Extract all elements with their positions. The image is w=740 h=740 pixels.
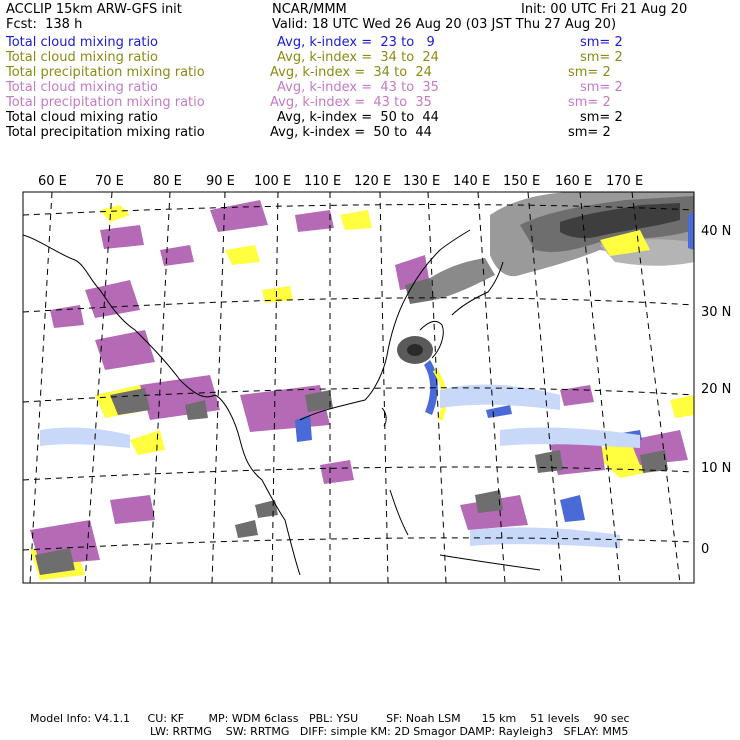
lon-label-80: 80 E	[153, 174, 182, 189]
legend-sm-6: sm= 2	[580, 110, 623, 125]
legend-avg-4: Avg, k-index = 43 to 35	[277, 80, 439, 95]
lat-label-10: 10 N	[701, 461, 732, 476]
organization-label: NCAR/MMM	[272, 2, 347, 17]
legend-field-7: Total precipitation mixing ratio	[6, 125, 205, 140]
latitude-axis	[701, 224, 731, 557]
footer-model-info: Model Info: V4.1.1 CU: KF MP: WDM 6class PBL: YSU SF: Noah LSM 15 km 51 levels 90 sec	[30, 712, 630, 725]
lat-label-0: 0	[701, 542, 710, 557]
map-plot-area	[23, 192, 694, 583]
init-time: Init: 00 UTC Fri 21 Aug 20	[521, 2, 688, 17]
lat-label-20: 20 N	[701, 382, 732, 397]
valid-time: Valid: 18 UTC Wed 26 Aug 20 (03 JST Thu 27 Aug 20)	[272, 17, 617, 32]
lon-label-70: 70 E	[95, 174, 124, 189]
lon-label-90: 90 E	[206, 174, 235, 189]
legend-sm-2: sm= 2	[580, 50, 623, 65]
lon-label-160: 160 E	[555, 174, 593, 189]
footer-physics-info: LW: RRTMG SW: RRTMG DIFF: simple KM: 2D Smagor DAMP: Rayleigh3 SFLAY: MM5	[150, 725, 629, 738]
lon-label-100: 100 E	[254, 174, 292, 189]
lat-label-30: 30 N	[701, 305, 732, 320]
legend-field-5: Total precipitation mixing ratio	[6, 95, 205, 110]
legend-avg-1: Avg, k-index = 23 to 9	[277, 35, 435, 50]
legend-avg-6: Avg, k-index = 50 to 44	[277, 110, 439, 125]
lon-label-140: 140 E	[453, 174, 491, 189]
lon-label-150: 150 E	[503, 174, 541, 189]
legend-sm-5: sm= 2	[568, 95, 611, 110]
lon-label-60: 60 E	[38, 174, 67, 189]
legend-sm-7: sm= 2	[568, 125, 611, 140]
legend-avg-3: Avg, k-index = 34 to 24	[270, 65, 432, 80]
lon-label-130: 130 E	[403, 174, 441, 189]
legend-field-4: Total cloud mixing ratio	[6, 80, 159, 95]
legend-avg-7: Avg, k-index = 50 to 44	[270, 125, 432, 140]
legend-sm-4: sm= 2	[580, 80, 623, 95]
legend-field-2: Total cloud mixing ratio	[6, 50, 159, 65]
longitude-axis	[38, 174, 643, 189]
lon-label-110: 110 E	[304, 174, 342, 189]
forecast-hour: Fcst: 138 h	[6, 17, 83, 32]
legend-field-3: Total precipitation mixing ratio	[6, 65, 205, 80]
lat-label-40: 40 N	[701, 224, 732, 239]
lon-label-170: 170 E	[606, 174, 644, 189]
legend-sm-1: sm= 2	[580, 35, 623, 50]
model-title: ACCLIP 15km ARW-GFS init	[6, 2, 182, 17]
lon-label-120: 120 E	[354, 174, 392, 189]
legend-field-1: Total cloud mixing ratio	[6, 35, 159, 50]
legend-avg-2: Avg, k-index = 34 to 24	[277, 50, 439, 65]
legend-avg-5: Avg, k-index = 43 to 35	[270, 95, 432, 110]
legend-sm-3: sm= 2	[568, 65, 611, 80]
legend-field-6: Total cloud mixing ratio	[6, 110, 159, 125]
